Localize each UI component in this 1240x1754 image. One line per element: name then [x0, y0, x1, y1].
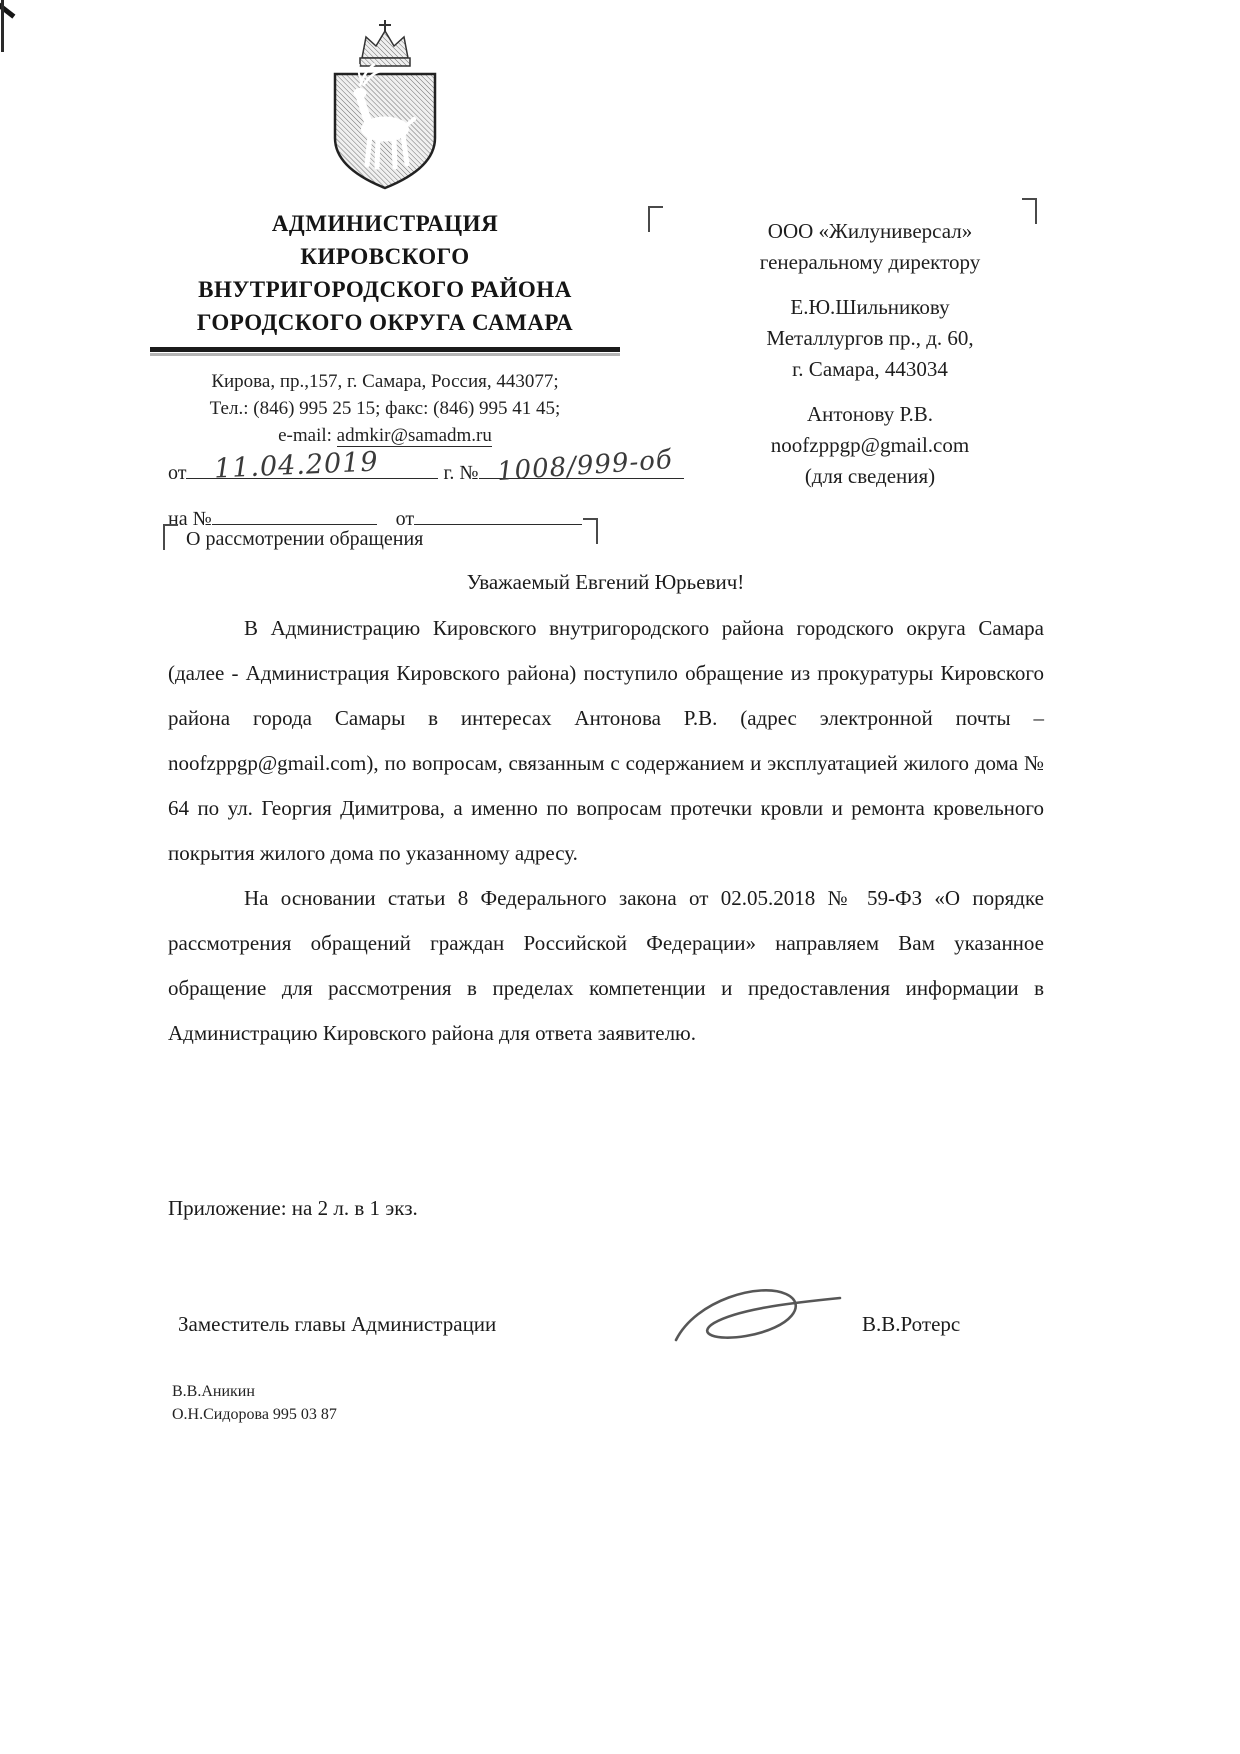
recipient-line: Металлургов пр., д. 60,: [766, 326, 974, 350]
recipient-org: [690, 216, 1050, 278]
executor-name: В.В.Аникин: [172, 1383, 255, 1400]
org-name-line: АДМИНИСТРАЦИЯ: [271, 211, 499, 236]
recipient-email: noofzppgp@gmail.com: [770, 433, 970, 457]
executor-block: [172, 1380, 337, 1426]
reply-from-label: от: [395, 508, 415, 530]
org-name-line: ГОРОДСКОГО ОКРУГА САМАРА: [196, 310, 574, 335]
email-label: e-mail:: [278, 425, 337, 446]
samara-coat-of-arms-icon: [319, 18, 451, 201]
body-paragraph-1: В Администрацию Кировского внутригородского района городского округа Самара (далее - Администрация Кировского района) поступило обращение из прокуратуры Кировского района города Самары в интересах Антонова Р.В. (адрес электронной почты – noofzppgp@gmail.com), по вопросам, связанным с содержанием и эксплуатацией жилого дома № 64 по ул. Георгия Димитрова, а именно по вопросам протечки кровли и ремонта кровельного покрытия жилого дома по указанному адресу.: [168, 616, 1044, 865]
scan-artifact-edge: [1, 0, 4, 52]
reference-date-line: [168, 444, 808, 488]
signer-position: Заместитель главы Администрации: [178, 1312, 497, 1336]
recipient-line: Антонову Р.В.: [806, 402, 934, 426]
recipient-line: (для сведения): [804, 464, 936, 488]
recipient-line: Е.Ю.Шильникову: [790, 295, 950, 319]
attachment-note: Приложение: на 2 л. в 1 экз.: [168, 1196, 418, 1220]
handwritten-number: 1008/999-об: [495, 444, 674, 488]
reference-reply-line: [168, 502, 808, 531]
body-paragraph-2: На основании статьи 8 Федерального закона от 02.05.2018 № 59-ФЗ «О порядке рассмотрения обращений граждан Российской Федерации» направляем Вам указанное обращение для рассмотрения в пределах компетенции и предоставления информации в Администрацию Кировского района для ответа заявителю.: [168, 886, 1044, 1045]
reply-date-fill-line: [414, 502, 582, 525]
number-fill-line: [479, 444, 684, 488]
corner-bracket-subject-left: [163, 524, 178, 550]
handwritten-signature-icon: [668, 1278, 863, 1368]
letterhead-email-line: [150, 422, 620, 449]
letterhead-phone: Тел.: (846) 995 25 15; факс: (846) 995 41 45;: [209, 398, 561, 419]
reply-number-fill-line: [212, 502, 377, 525]
org-name-line: КИРОВСКОГО: [300, 244, 470, 269]
letterhead-rule-shadow: [150, 353, 620, 356]
recipient-line: генеральному директору: [759, 250, 981, 274]
subject-line: О рассмотрении обращения: [186, 528, 424, 550]
recipient-line: г. Самара, 443034: [792, 357, 948, 381]
org-name: [150, 207, 620, 339]
handwritten-date: 11.04.2019: [213, 446, 380, 485]
corner-bracket-left: [648, 206, 663, 232]
letterhead-rule: [150, 347, 620, 352]
reply-label: на №: [168, 508, 212, 530]
letterhead-contacts: [150, 368, 620, 449]
from-label: от: [168, 462, 187, 484]
number-label: г. №: [443, 462, 479, 484]
org-name-line: ВНУТРИГОРОДСКОГО РАЙОНА: [198, 277, 572, 302]
recipient-person: [690, 292, 1050, 385]
letterhead-email: admkir@samadm.ru: [336, 425, 492, 446]
date-fill-line: [186, 446, 438, 485]
letter-body: [168, 606, 1044, 1056]
letterhead-address: Кирова, пр.,157, г. Самара, Россия, 443077;: [211, 371, 559, 392]
letterhead: [150, 18, 620, 449]
signer-name: В.В.Ротерс: [862, 1312, 961, 1336]
salutation: Уважаемый Евгений Юрьевич!: [466, 570, 745, 594]
corner-bracket-subject-right: [583, 518, 598, 544]
executor-contact: О.Н.Сидорова 995 03 87: [172, 1406, 337, 1423]
recipient-line: ООО «Жилуниверсал»: [767, 219, 973, 243]
